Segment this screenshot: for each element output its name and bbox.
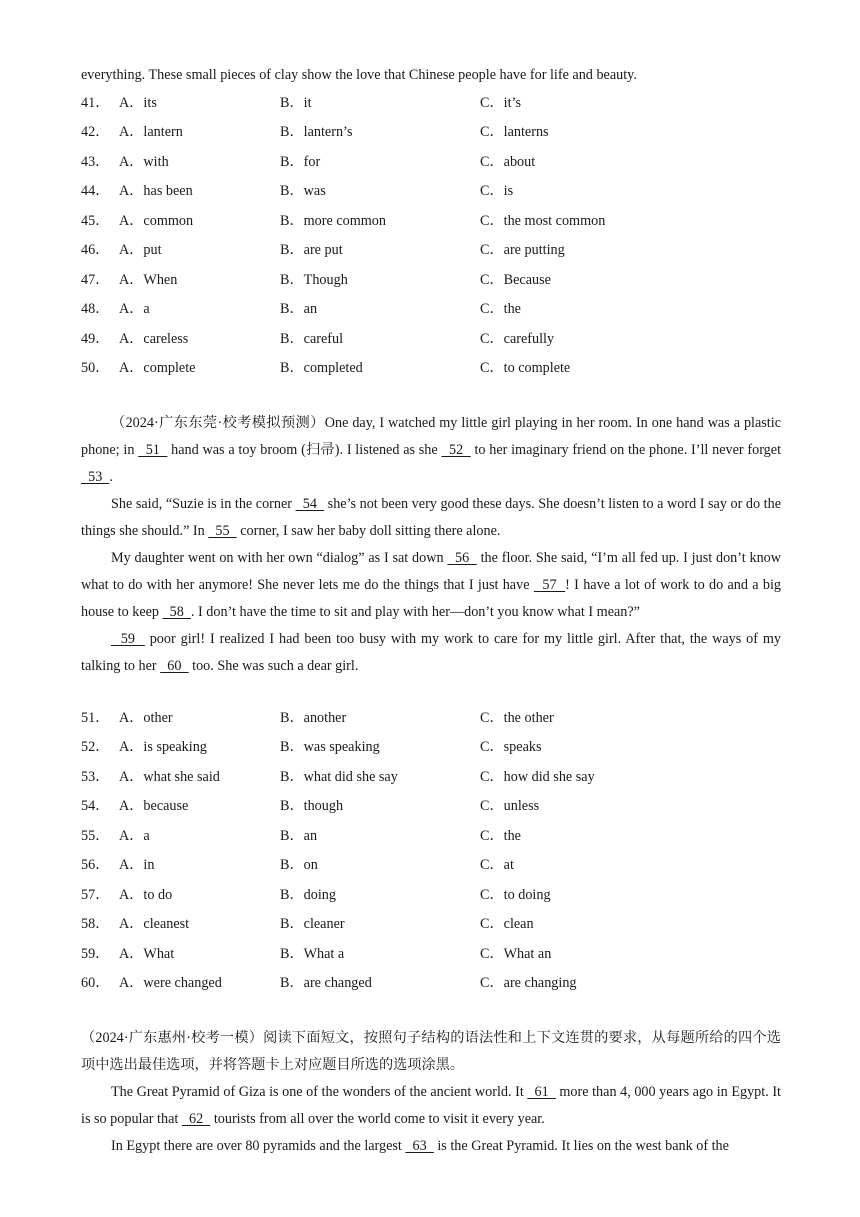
option-c[interactable]: C．speaks: [480, 739, 542, 755]
text: . I don’t have the time to sit and play with her—don’t you know what I mean?”: [190, 604, 640, 620]
question-row: [81, 827, 781, 845]
question-row: [81, 94, 781, 112]
question-number: 51．: [81, 710, 110, 726]
paragraph: [81, 410, 781, 491]
option-b[interactable]: B．doing: [280, 887, 336, 903]
option-a[interactable]: A．what she said: [119, 769, 220, 785]
question-number: 43．: [81, 154, 110, 170]
option-a[interactable]: A．were changed: [119, 975, 222, 991]
text: .: [109, 469, 113, 485]
option-c[interactable]: C．to complete: [480, 360, 571, 376]
paragraph: [81, 491, 781, 545]
question-number: 41．: [81, 95, 110, 111]
text: too. She was such a dear girl.: [188, 658, 359, 674]
option-b[interactable]: B．careful: [280, 331, 344, 347]
question-number: 50．: [81, 360, 110, 376]
text: corner, I saw her baby doll sitting there alone.: [236, 523, 501, 539]
option-c[interactable]: C．the most common: [480, 213, 606, 229]
option-a[interactable]: A．common: [119, 213, 194, 229]
option-a[interactable]: A．other: [119, 710, 173, 726]
question-number: 58．: [81, 916, 110, 932]
question-number: 59．: [81, 946, 110, 962]
option-b[interactable]: B．completed: [280, 360, 363, 376]
option-b[interactable]: B．an: [280, 301, 318, 317]
option-c[interactable]: C．are changing: [480, 975, 577, 991]
text: My daughter went on with her own “dialog” as I sat down: [111, 550, 448, 566]
question-row: [81, 856, 781, 874]
text: is the Great Pyramid. It lies on the west bank of the: [433, 1138, 729, 1154]
text: poor girl! I realized I had been too busy with my work to care for my little girl. After that, the ways of my talking to her: [81, 631, 782, 674]
option-a[interactable]: A．a: [119, 828, 150, 844]
question-row: [81, 768, 781, 786]
question-row: [81, 974, 781, 992]
option-b[interactable]: B．are put: [280, 242, 343, 258]
question-row: [81, 738, 781, 756]
option-a[interactable]: A．is speaking: [119, 739, 207, 755]
question-number: 49．: [81, 331, 110, 347]
question-row: [81, 945, 781, 963]
option-b[interactable]: B．though: [280, 798, 344, 814]
passage-2: [81, 410, 781, 680]
option-b[interactable]: B．lantern’s: [280, 124, 353, 140]
question-row: [81, 271, 781, 289]
option-a[interactable]: A．lantern: [119, 124, 183, 140]
option-b[interactable]: B．another: [280, 710, 347, 726]
option-c[interactable]: C．carefully: [480, 331, 555, 347]
option-b[interactable]: B．an: [280, 828, 318, 844]
text: the floor. She said, “I’m all fed up. I just don’t know what to do with her anymore! She never lets me do the things that I just have: [81, 550, 781, 593]
option-c[interactable]: C．to doing: [480, 887, 551, 903]
option-b[interactable]: B．it: [280, 95, 312, 111]
option-b[interactable]: B．on: [280, 857, 318, 873]
question-row: [81, 330, 781, 348]
question-row: [81, 182, 781, 200]
question-row: [81, 300, 781, 318]
blank-56: 56: [447, 550, 477, 566]
question-row: [81, 359, 781, 377]
question-number: 53．: [81, 769, 110, 785]
blank-62: 62: [181, 1111, 211, 1127]
option-c[interactable]: C．about: [480, 154, 536, 170]
text: she’s not been very good these days. She doesn’t listen to a word I say or do the things she should.” In: [81, 496, 782, 539]
option-a[interactable]: A．cleanest: [119, 916, 190, 932]
blank-58: 58: [162, 604, 191, 620]
question-number: 44．: [81, 183, 110, 199]
blank-54: 54: [295, 496, 325, 512]
blank-60: 60: [160, 658, 189, 674]
option-a[interactable]: A．because: [119, 798, 189, 814]
option-a[interactable]: A．in: [119, 857, 155, 873]
question-number: 55．: [81, 828, 110, 844]
option-a[interactable]: A．its: [119, 95, 157, 111]
question-number: 60．: [81, 975, 110, 991]
passage-tail: everything. These small pieces of clay show the love that Chinese people have for life and beauty.: [81, 67, 637, 83]
paragraph: [81, 545, 781, 626]
option-a[interactable]: A．a: [119, 301, 150, 317]
text: to her imaginary friend on the phone. I’ll never forget: [470, 442, 782, 458]
text: tourists from all over the world come to visit it every year.: [210, 1111, 545, 1127]
question-number: 48．: [81, 301, 110, 317]
option-c[interactable]: C．clean: [480, 916, 534, 932]
question-number: 52．: [81, 739, 110, 755]
option-b[interactable]: B．what did she say: [280, 769, 398, 785]
option-c[interactable]: C．are putting: [480, 242, 565, 258]
blank-51: 51: [138, 442, 168, 458]
option-c[interactable]: C．how did she say: [480, 769, 595, 785]
blank-61: 61: [527, 1084, 556, 1100]
option-b[interactable]: B．cleaner: [280, 916, 345, 932]
question-row: [81, 212, 781, 230]
option-b[interactable]: B．Though: [280, 272, 348, 288]
text: In Egypt there are over 80 pyramids and the largest: [111, 1138, 406, 1154]
question-number: 45．: [81, 213, 110, 229]
question-number: 54．: [81, 798, 110, 814]
question-number: 42．: [81, 124, 110, 140]
option-a[interactable]: A．careless: [119, 331, 189, 347]
blank-57: 57: [533, 577, 566, 593]
question-number: 56．: [81, 857, 110, 873]
text: hand was a toy broom (扫帚). I listened as she: [167, 442, 442, 458]
option-c[interactable]: C．lanterns: [480, 124, 549, 140]
option-c[interactable]: C．What an: [480, 946, 552, 962]
text: （2024·广东东莞·校考模拟预测）One day, I watched my little girl playing in her room. In one hand was a plastic phone; in: [81, 415, 781, 458]
option-c[interactable]: C．is: [480, 183, 514, 199]
option-a[interactable]: A．complete: [119, 360, 196, 376]
blank-55: 55: [208, 523, 237, 539]
option-c[interactable]: C．the other: [480, 710, 554, 726]
option-c[interactable]: C．at: [480, 857, 514, 873]
option-a[interactable]: A．with: [119, 154, 169, 170]
option-b[interactable]: B．more common: [280, 213, 386, 229]
question-row: [81, 797, 781, 815]
option-c[interactable]: C．the: [480, 828, 521, 844]
option-c[interactable]: C．it’s: [480, 95, 521, 111]
option-b[interactable]: B．was speaking: [280, 739, 380, 755]
question-number: 57．: [81, 887, 110, 903]
option-a[interactable]: A．When: [119, 272, 178, 288]
blank-63: 63: [405, 1138, 434, 1154]
text: ! I have a lot of work to do and a big house to keep: [81, 577, 781, 620]
question-number: 47．: [81, 272, 110, 288]
option-c[interactable]: C．Because: [480, 272, 551, 288]
option-b[interactable]: B．are changed: [280, 975, 372, 991]
question-row: [81, 886, 781, 904]
option-b[interactable]: B．for: [280, 154, 321, 170]
blank-59: 59: [111, 631, 145, 647]
text: more than 4, 000 years ago in Egypt. It is so popular that: [81, 1084, 781, 1127]
blank-53: 53: [81, 469, 110, 485]
question-row: [81, 915, 781, 933]
question-row: [81, 153, 781, 171]
question-row: [81, 709, 781, 727]
option-a[interactable]: A．What: [119, 946, 175, 962]
paragraph: [81, 1079, 781, 1133]
paragraph: [81, 1133, 781, 1160]
option-a[interactable]: A．to do: [119, 887, 173, 903]
paragraph: [81, 626, 781, 680]
blank-52: 52: [441, 442, 471, 458]
option-c[interactable]: C．unless: [480, 798, 540, 814]
passage-3: [81, 1025, 781, 1160]
option-b[interactable]: B．What a: [280, 946, 345, 962]
option-c[interactable]: C．the: [480, 301, 521, 317]
question-number: 46．: [81, 242, 110, 258]
question-row: [81, 123, 781, 141]
option-b[interactable]: B．was: [280, 183, 326, 199]
question-row: [81, 241, 781, 259]
option-a[interactable]: A．put: [119, 242, 162, 258]
option-a[interactable]: A．has been: [119, 183, 193, 199]
instruction: （2024·广东惠州·校考一模）阅读下面短文，按照句子结构的语法性和上下文连贯的要求，从每题所给的四个选项中选出最佳选项，并将答题卡上对应题目所选的选项涂黑。: [81, 1030, 781, 1073]
text: She said, “Suzie is in the corner: [111, 496, 296, 512]
text: The Great Pyramid of Giza is one of the wonders of the ancient world. It: [111, 1084, 528, 1100]
